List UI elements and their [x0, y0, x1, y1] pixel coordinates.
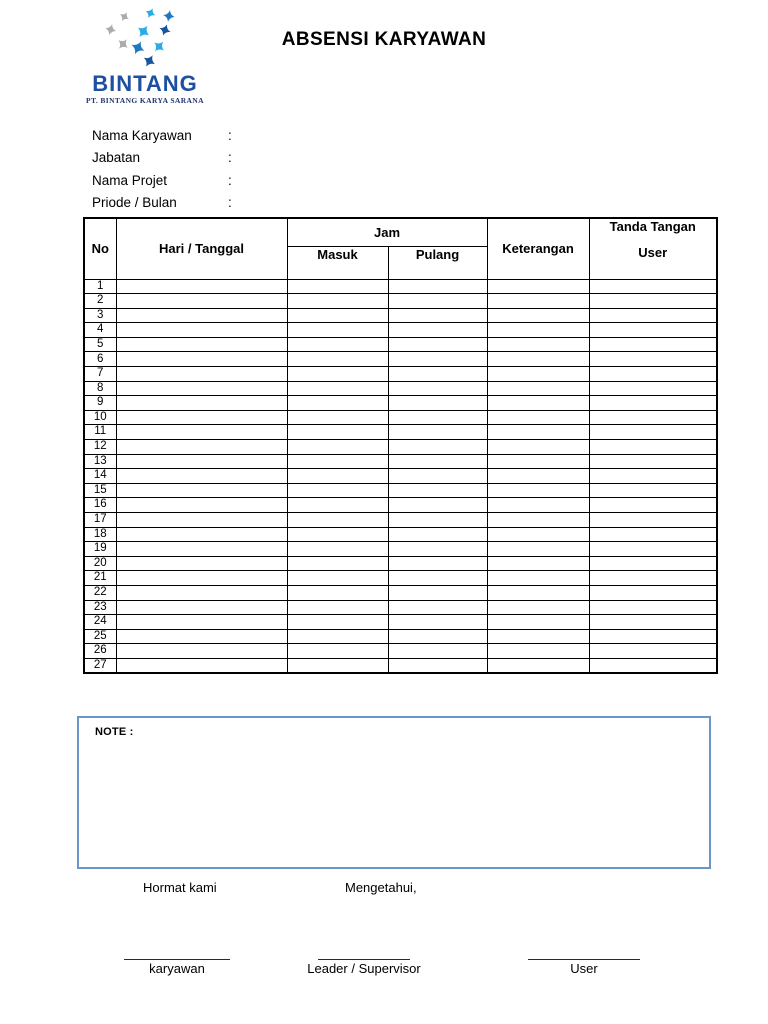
- empty-cell: [589, 396, 717, 411]
- empty-cell: [287, 600, 388, 615]
- table-row: [84, 308, 717, 323]
- table-row: [84, 294, 717, 309]
- empty-cell: [287, 410, 388, 425]
- signature-line: [124, 951, 230, 960]
- empty-cell: [287, 585, 388, 600]
- signature-line: [528, 951, 640, 960]
- row-number-cell: 10: [84, 410, 116, 425]
- empty-cell: [589, 513, 717, 528]
- empty-cell: [116, 454, 287, 469]
- empty-cell: [388, 585, 487, 600]
- empty-cell: [589, 556, 717, 571]
- row-number-cell: 24: [84, 615, 116, 630]
- empty-cell: [388, 396, 487, 411]
- empty-cell: [388, 294, 487, 309]
- empty-cell: [589, 600, 717, 615]
- empty-cell: [116, 498, 287, 513]
- empty-cell: [287, 454, 388, 469]
- empty-cell: [116, 658, 287, 673]
- table-row: [84, 425, 717, 440]
- empty-cell: [287, 440, 388, 455]
- empty-cell: [287, 542, 388, 557]
- empty-cell: [589, 425, 717, 440]
- note-label: NOTE :: [95, 726, 134, 738]
- empty-cell: [388, 323, 487, 338]
- empty-cell: [287, 396, 388, 411]
- table-row: [84, 600, 717, 615]
- empty-cell: [487, 658, 589, 673]
- row-number-cell: 4: [84, 323, 116, 338]
- row-number-cell: 17: [84, 513, 116, 528]
- empty-cell: [388, 352, 487, 367]
- empty-cell: [116, 615, 287, 630]
- empty-cell: [487, 513, 589, 528]
- empty-cell: [388, 527, 487, 542]
- empty-cell: [589, 352, 717, 367]
- empty-cell: [487, 644, 589, 659]
- empty-cell: [589, 279, 717, 294]
- empty-cell: [589, 294, 717, 309]
- brand-subtitle: PT. BINTANG KARYA SARANA: [86, 96, 204, 106]
- row-number-cell: 15: [84, 483, 116, 498]
- empty-cell: [487, 556, 589, 571]
- attendance-table-body: [84, 279, 717, 673]
- empty-cell: [589, 337, 717, 352]
- table-row: [84, 410, 717, 425]
- empty-cell: [116, 381, 287, 396]
- signature-block-leader-supervisor: [299, 951, 429, 976]
- empty-cell: [388, 571, 487, 586]
- row-number-cell: 11: [84, 425, 116, 440]
- table-row: [84, 396, 717, 411]
- empty-cell: [388, 469, 487, 484]
- empty-cell: [487, 440, 589, 455]
- row-number-cell: 7: [84, 367, 116, 382]
- empty-cell: [116, 585, 287, 600]
- empty-cell: [116, 323, 287, 338]
- header-keterangan: Keterangan: [487, 218, 589, 279]
- empty-cell: [287, 571, 388, 586]
- empty-cell: [487, 352, 589, 367]
- table-row: [84, 454, 717, 469]
- empty-cell: [287, 644, 388, 659]
- row-number-cell: 13: [84, 454, 116, 469]
- meta-separator: :: [228, 195, 232, 211]
- empty-cell: [487, 294, 589, 309]
- empty-cell: [116, 337, 287, 352]
- note-content: [95, 744, 699, 861]
- table-row: [84, 644, 717, 659]
- empty-cell: [487, 337, 589, 352]
- row-number-cell: 26: [84, 644, 116, 659]
- empty-cell: [589, 527, 717, 542]
- empty-cell: [116, 600, 287, 615]
- empty-cell: [116, 644, 287, 659]
- table-row: [84, 658, 717, 673]
- table-row: [84, 323, 717, 338]
- hormat-kami-heading: Hormat kami: [143, 880, 217, 895]
- row-number-cell: 20: [84, 556, 116, 571]
- empty-cell: [287, 527, 388, 542]
- header-tanda-tangan-line1: Tanda Tangan: [609, 219, 696, 234]
- mengetahui-heading: Mengetahui,: [345, 880, 417, 895]
- empty-cell: [388, 454, 487, 469]
- empty-cell: [388, 425, 487, 440]
- empty-cell: [487, 410, 589, 425]
- table-row: [84, 527, 717, 542]
- empty-cell: [388, 308, 487, 323]
- table-row: [84, 498, 717, 513]
- empty-cell: [388, 498, 487, 513]
- header-masuk: Masuk: [287, 246, 388, 279]
- empty-cell: [287, 498, 388, 513]
- empty-cell: [487, 308, 589, 323]
- meta-label: Nama Projet: [92, 172, 168, 188]
- table-row: [84, 513, 717, 528]
- table-row: [84, 629, 717, 644]
- empty-cell: [487, 600, 589, 615]
- table-row: [84, 279, 717, 294]
- empty-cell: [388, 542, 487, 557]
- empty-cell: [589, 483, 717, 498]
- row-number-cell: 6: [84, 352, 116, 367]
- row-number-cell: 2: [84, 294, 116, 309]
- empty-cell: [287, 337, 388, 352]
- empty-cell: [116, 542, 287, 557]
- table-row: [84, 469, 717, 484]
- empty-cell: [487, 425, 589, 440]
- empty-cell: [589, 629, 717, 644]
- empty-cell: [116, 367, 287, 382]
- empty-cell: [487, 527, 589, 542]
- empty-cell: [116, 410, 287, 425]
- empty-cell: [589, 658, 717, 673]
- table-row: [84, 337, 717, 352]
- empty-cell: [388, 440, 487, 455]
- row-number-cell: 16: [84, 498, 116, 513]
- row-number-cell: 19: [84, 542, 116, 557]
- empty-cell: [388, 483, 487, 498]
- empty-cell: [116, 571, 287, 586]
- header-hari-tanggal: Hari / Tanggal: [116, 218, 287, 279]
- table-row: [84, 571, 717, 586]
- company-logo: [86, 8, 204, 105]
- header-jam: Jam: [287, 218, 487, 246]
- meta-separator: :: [228, 172, 232, 188]
- row-number-cell: 23: [84, 600, 116, 615]
- table-row: [84, 585, 717, 600]
- row-number-cell: 1: [84, 279, 116, 294]
- signature-label: User: [570, 961, 598, 976]
- empty-cell: [116, 513, 287, 528]
- empty-cell: [116, 279, 287, 294]
- header-tanda-tangan: [589, 218, 717, 279]
- row-number-cell: 14: [84, 469, 116, 484]
- empty-cell: [388, 279, 487, 294]
- empty-cell: [287, 556, 388, 571]
- empty-cell: [388, 337, 487, 352]
- empty-cell: [287, 381, 388, 396]
- empty-cell: [116, 483, 287, 498]
- empty-cell: [487, 542, 589, 557]
- row-number-cell: 22: [84, 585, 116, 600]
- meta-row-priode-bulan: [92, 192, 442, 215]
- note-box: [77, 716, 711, 869]
- page-title: ABSENSI KARYAWAN: [281, 29, 487, 50]
- empty-cell: [116, 556, 287, 571]
- table-row: [84, 367, 717, 382]
- empty-cell: [487, 585, 589, 600]
- empty-cell: [287, 367, 388, 382]
- empty-cell: [287, 308, 388, 323]
- empty-cell: [589, 440, 717, 455]
- empty-cell: [487, 615, 589, 630]
- empty-cell: [589, 454, 717, 469]
- empty-cell: [589, 498, 717, 513]
- meta-row-nama-projet: [92, 169, 442, 192]
- table-row: [84, 556, 717, 571]
- empty-cell: [287, 352, 388, 367]
- empty-cell: [116, 396, 287, 411]
- table-row: [84, 381, 717, 396]
- row-number-cell: 9: [84, 396, 116, 411]
- empty-cell: [388, 556, 487, 571]
- empty-cell: [287, 615, 388, 630]
- signature-block-user: [519, 951, 649, 976]
- empty-cell: [388, 381, 487, 396]
- empty-cell: [116, 469, 287, 484]
- empty-cell: [487, 279, 589, 294]
- empty-cell: [287, 323, 388, 338]
- empty-cell: [388, 600, 487, 615]
- empty-cell: [388, 644, 487, 659]
- signature-label: Leader / Supervisor: [307, 961, 421, 976]
- signature-label: karyawan: [149, 961, 205, 976]
- empty-cell: [388, 367, 487, 382]
- empty-cell: [589, 542, 717, 557]
- signature-line: [318, 951, 410, 960]
- signature-block-karyawan: [112, 951, 242, 976]
- meta-label: Jabatan: [92, 150, 141, 166]
- row-number-cell: 12: [84, 440, 116, 455]
- empty-cell: [116, 294, 287, 309]
- table-row: [84, 615, 717, 630]
- empty-cell: [589, 585, 717, 600]
- empty-cell: [589, 367, 717, 382]
- meta-separator: :: [228, 127, 232, 143]
- empty-cell: [388, 513, 487, 528]
- empty-cell: [116, 352, 287, 367]
- row-number-cell: 3: [84, 308, 116, 323]
- empty-cell: [287, 294, 388, 309]
- empty-cell: [116, 425, 287, 440]
- empty-cell: [116, 308, 287, 323]
- row-number-cell: 27: [84, 658, 116, 673]
- empty-cell: [287, 658, 388, 673]
- meta-row-nama-karyawan: [92, 124, 442, 147]
- row-number-cell: 18: [84, 527, 116, 542]
- empty-cell: [589, 381, 717, 396]
- empty-cell: [487, 571, 589, 586]
- meta-fields: [92, 124, 442, 214]
- header-no: No: [84, 218, 116, 279]
- empty-cell: [487, 381, 589, 396]
- empty-cell: [287, 425, 388, 440]
- empty-cell: [388, 410, 487, 425]
- empty-cell: [388, 658, 487, 673]
- empty-cell: [589, 323, 717, 338]
- empty-cell: [287, 483, 388, 498]
- row-number-cell: 5: [84, 337, 116, 352]
- empty-cell: [487, 396, 589, 411]
- empty-cell: [287, 279, 388, 294]
- empty-cell: [487, 483, 589, 498]
- row-number-cell: 21: [84, 571, 116, 586]
- empty-cell: [287, 513, 388, 528]
- empty-cell: [287, 629, 388, 644]
- attendance-table-header: [84, 218, 717, 279]
- table-row: [84, 352, 717, 367]
- row-number-cell: 25: [84, 629, 116, 644]
- empty-cell: [388, 615, 487, 630]
- empty-cell: [287, 469, 388, 484]
- table-row: [84, 542, 717, 557]
- empty-cell: [589, 615, 717, 630]
- empty-cell: [116, 629, 287, 644]
- empty-cell: [589, 469, 717, 484]
- empty-cell: [487, 367, 589, 382]
- header-tanda-tangan-line2: User: [638, 245, 668, 260]
- empty-cell: [589, 410, 717, 425]
- empty-cell: [589, 571, 717, 586]
- meta-label: Priode / Bulan: [92, 195, 177, 211]
- empty-cell: [487, 323, 589, 338]
- table-row: [84, 483, 717, 498]
- empty-cell: [487, 629, 589, 644]
- row-number-cell: 8: [84, 381, 116, 396]
- empty-cell: [589, 308, 717, 323]
- meta-separator: :: [228, 150, 232, 166]
- empty-cell: [116, 440, 287, 455]
- header-pulang: Pulang: [388, 246, 487, 279]
- table-row: [84, 440, 717, 455]
- empty-cell: [487, 454, 589, 469]
- meta-row-jabatan: [92, 147, 442, 170]
- empty-cell: [388, 629, 487, 644]
- empty-cell: [487, 469, 589, 484]
- empty-cell: [487, 498, 589, 513]
- meta-label: Nama Karyawan: [92, 127, 192, 143]
- empty-cell: [589, 644, 717, 659]
- brand-name: BINTANG: [92, 71, 198, 96]
- empty-cell: [116, 527, 287, 542]
- attendance-table: [83, 217, 718, 674]
